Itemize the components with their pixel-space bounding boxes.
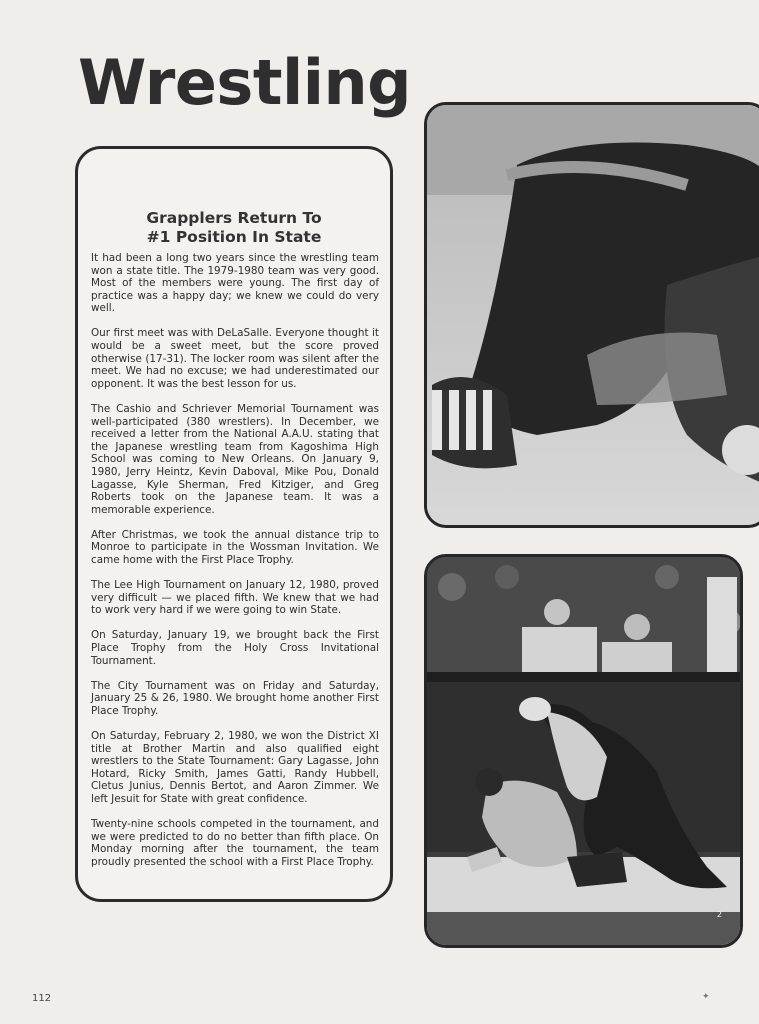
wrestlers-legs-image: [427, 105, 759, 525]
article-paragraph: On Saturday, February 2, 1980, we won the District XI title at Brother Martin and also qualified eight wrestlers to the State Tournament: Gary Lagasse, John Hotard, Ricky Smith, James Gatti, Randy Hubbell, Cletus Junius, Dennis Bertot, and Aaron Zimmer. We left Jesuit for State with great confidence.: [91, 729, 379, 805]
page-number: 112: [32, 993, 52, 1004]
article-paragraph: The Cashio and Schriever Memorial Tournament was well-participated (380 wrestlers). In December, we received a letter from the National A.A.U. stating that the Japanese wrestling team from Kagoshima High School was coming to New Orleans. On January 9, 1980, Jerry Heintz, Kevin Daboval, Mike Pou, Donald Lagasse, Kyle Sherman, Fred Kitziger, and Greg Roberts took on the Japanese team. It was a memorable experience.: [91, 402, 379, 516]
article-body: [91, 252, 379, 881]
wrestling-photo-closeup: [424, 102, 759, 528]
article-paragraph: The City Tournament was on Friday and Saturday, January 25 & 26, 1980. We brought home another First Place Trophy.: [91, 679, 379, 717]
corner-mark-icon: ✦: [702, 992, 710, 1002]
article-paragraph: On Saturday, January 19, we brought back the First Place Trophy from the Holy Cross Invitational Tournament.: [91, 629, 379, 667]
headline-line-1: Grapplers Return To: [146, 209, 322, 227]
article-paragraph: Twenty-nine schools competed in the tournament, and we were predicted to do no better than fifth place. On Monday morning after the tournament, the team proudly presented the school with a First Place Trophy.: [91, 817, 379, 868]
article-headline: [78, 209, 390, 247]
article-paragraph: Our first meet was with DeLaSalle. Everyone thought it would be a sweet meet, but the score proved otherwise (17-31). The locker room was silent after the meet. We had no excuse; we had underestimated our opponent. It was the best lesson for us.: [91, 327, 379, 390]
article-paragraph: It had been a long two years since the wrestling team won a state title. The 1979-1980 team was very good. Most of the members were young. The first day of practice was a happy day; we knew we could do very well.: [91, 252, 379, 315]
article-box: [75, 146, 393, 902]
wrestling-match-image: [427, 557, 740, 945]
headline-line-2: #1 Position In State: [146, 228, 322, 246]
photo-number: 2: [716, 910, 722, 919]
wrestling-photo-match: [424, 554, 743, 948]
article-paragraph: The Lee High Tournament on January 12, 1980, proved very difficult — we placed fifth. We knew that we had to work very hard if we were going to win State.: [91, 579, 379, 617]
article-paragraph: After Christmas, we took the annual distance trip to Monroe to participate in the Wossman Invitation. We came home with the First Place Trophy.: [91, 528, 379, 566]
page-title: Wrestling: [78, 46, 411, 119]
